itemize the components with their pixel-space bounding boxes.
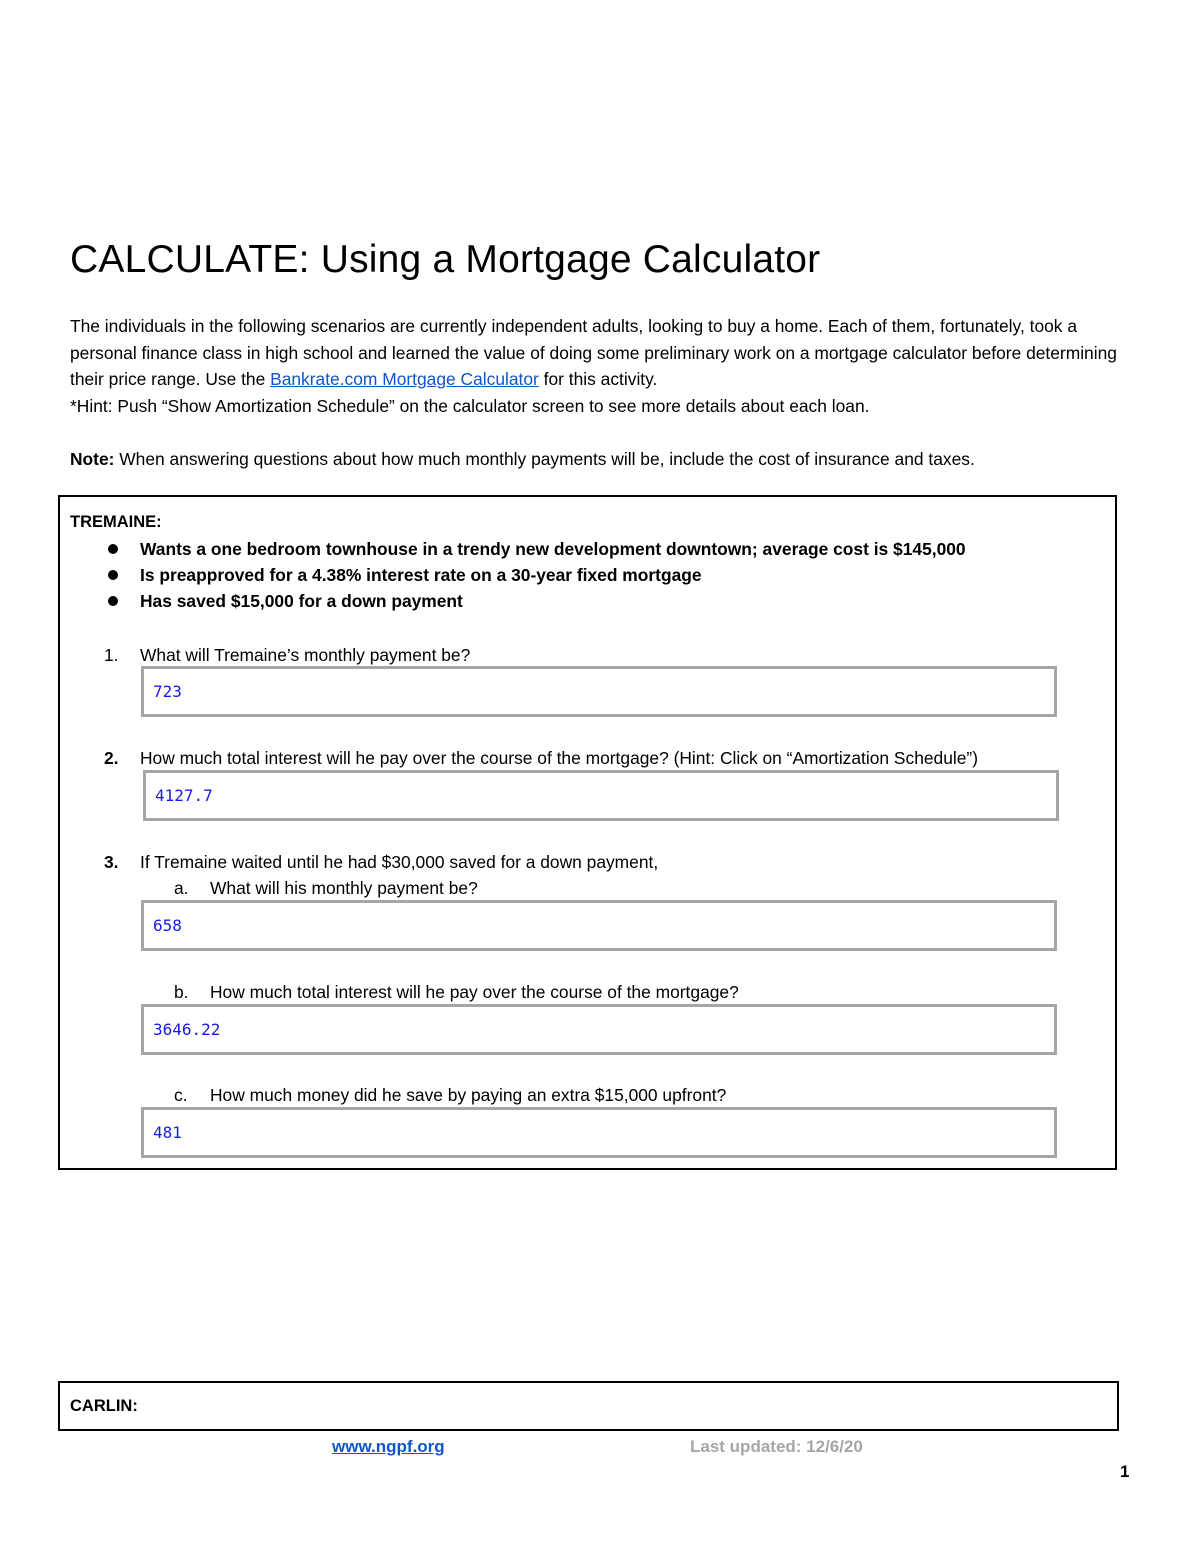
question-number: 3. <box>104 852 119 872</box>
tremaine-label: TREMAINE: <box>70 513 162 531</box>
subquestion-letter: c. <box>174 1085 188 1105</box>
subquestion-letter: b. <box>174 982 189 1002</box>
subquestion-text: How much money did he save by paying an extra $15,000 upfront? <box>210 1085 727 1105</box>
question-number: 1. <box>104 645 119 665</box>
bullet-icon <box>108 570 118 580</box>
subquestion-text: How much total interest will he pay over the course of the mortgage? <box>210 982 739 1002</box>
page-title: CALCULATE: Using a Mortgage Calculator <box>70 238 821 281</box>
last-updated: Last updated: 12/6/20 <box>690 1437 863 1456</box>
note-label: Note: <box>70 449 115 469</box>
question-text: What will Tremaine’s monthly payment be? <box>140 645 471 665</box>
list-item: Wants a one bedroom townhouse in a trendy new development downtown; average cost is $145,000 <box>103 536 966 562</box>
answer-value: 723 <box>153 682 182 701</box>
bullet-icon <box>108 544 118 554</box>
intro-text-end: for this activity. <box>538 369 658 389</box>
answer-field-3b[interactable] <box>141 1004 1057 1055</box>
question-text: If Tremaine waited until he had $30,000 saved for a down payment, <box>140 852 659 872</box>
question-number: 2. <box>104 748 119 768</box>
bankrate-link[interactable]: Bankrate.com Mortgage Calculator <box>270 369 539 389</box>
intro-paragraph <box>70 313 1140 419</box>
carlin-label: CARLIN: <box>70 1397 138 1415</box>
carlin-section <box>58 1381 1119 1431</box>
answer-field-3a[interactable] <box>141 900 1057 951</box>
answer-value: 481 <box>153 1123 182 1142</box>
answer-field-3c[interactable] <box>141 1107 1057 1158</box>
tremaine-bullet-list <box>103 536 966 614</box>
answer-field-1[interactable] <box>141 666 1057 717</box>
list-item: Has saved $15,000 for a down payment <box>103 588 966 614</box>
bullet-icon <box>108 596 118 606</box>
subquestion-text: What will his monthly payment be? <box>210 878 478 898</box>
answer-value: 4127.7 <box>155 786 213 805</box>
answer-value: 658 <box>153 916 182 935</box>
list-item: Is preapproved for a 4.38% interest rate on a 30-year fixed mortgage <box>103 562 966 588</box>
hint-text: *Hint: Push “Show Amortization Schedule” on the calculator screen to see more details about each loan. <box>70 395 870 416</box>
question-text: How much total interest will he pay over the course of the mortgage? (Hint: Click on “Amortization Schedule”) <box>140 748 979 768</box>
intro-text: The individuals in the following scenarios are currently independent adults, looking to buy a home. Each of them, fortunately, took a personal finance class in high school and learned the value of doing some preliminary work on a mortgage calculator before determining their price range. Use the <box>70 316 1117 389</box>
answer-value: 3646.22 <box>153 1020 221 1039</box>
note-paragraph <box>70 446 1140 472</box>
page-number: 1 <box>1120 1462 1130 1481</box>
note-text: When answering questions about how much monthly payments will be, include the cost of insurance and taxes. <box>114 449 975 469</box>
subquestion-letter: a. <box>174 878 189 898</box>
ngpf-link[interactable]: www.ngpf.org <box>332 1437 445 1456</box>
answer-field-2[interactable] <box>143 770 1059 821</box>
